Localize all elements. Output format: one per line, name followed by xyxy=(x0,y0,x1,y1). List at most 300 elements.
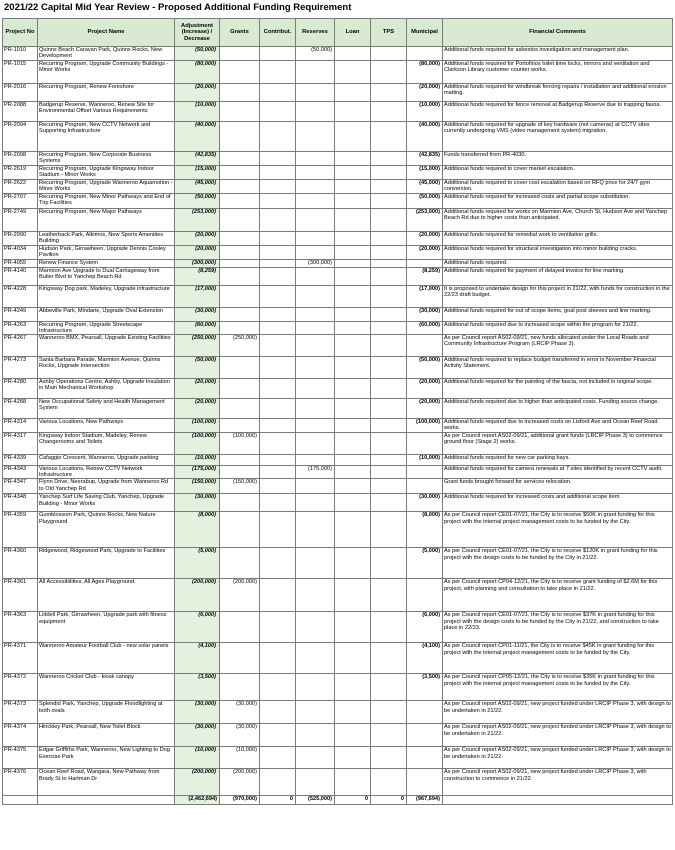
project-no-cell: PR-2990 xyxy=(3,231,38,245)
financial-comment-cell: Additional funds required to replace budget transferred in error in November Financial Activity Statement. xyxy=(443,357,673,379)
reserves-cell xyxy=(296,166,335,180)
loan-cell xyxy=(335,285,371,307)
project-no-cell: PR-2749 xyxy=(3,208,38,231)
adjustment-cell: (50,000) xyxy=(175,357,220,379)
grants-cell xyxy=(220,357,260,379)
adjustment-cell: (8,259) xyxy=(175,267,220,285)
municipal-cell: (8,259) xyxy=(407,267,443,285)
adjustment-cell: (15,000) xyxy=(175,166,220,180)
project-no-cell: PR-2707 xyxy=(3,193,38,208)
financial-comment-cell: As per Council report AS02-09/21, new project funded under LRCIP Phase 3, with design to be undertaken in 21/22. xyxy=(443,724,673,747)
municipal-cell xyxy=(407,259,443,267)
adjustment-cell: (60,000) xyxy=(175,321,220,335)
tps-cell xyxy=(371,747,407,769)
financial-comment-cell: As per Council report AS02-09/21, additional grant funds (LRCIP Phase 3) to commence ground floor (Stage 2) works. xyxy=(443,432,673,454)
funding-table xyxy=(2,18,673,805)
project-name-cell: Flynn Drive, Neerabup, Upgrade from Wanneroo Rd to Old Yanchep Rd xyxy=(38,479,175,494)
table-row xyxy=(3,245,673,259)
municipal-cell: (20,000) xyxy=(407,245,443,259)
municipal-cell: (10,000) xyxy=(407,102,443,122)
project-no-cell: PR-2088 xyxy=(3,102,38,122)
grants-cell xyxy=(220,245,260,259)
loan-cell xyxy=(335,769,371,796)
project-name-cell: Yanchep Surf Life Saving Club, Yanchep, Upgrade Building - Minor Works xyxy=(38,494,175,512)
reserves-cell xyxy=(296,307,335,321)
contributions-cell xyxy=(260,579,296,612)
loan-cell xyxy=(335,84,371,102)
project-name-cell: Gumblossom Park, Quinns Rocks, New Nature Playground xyxy=(38,512,175,548)
tps-cell xyxy=(371,122,407,152)
reserves-cell xyxy=(296,152,335,166)
tps-cell xyxy=(371,379,407,399)
tps-cell xyxy=(371,512,407,548)
project-no-cell: PR-4347 xyxy=(3,479,38,494)
financial-comment-cell: Additional funds required for new car parking bays. xyxy=(443,454,673,465)
tps-cell xyxy=(371,321,407,335)
tps-cell xyxy=(371,769,407,796)
table-row xyxy=(3,579,673,612)
tps-cell xyxy=(371,701,407,724)
tps-cell xyxy=(371,454,407,465)
header-adjustment: Adjustment (Increase) / Decrease xyxy=(175,19,220,47)
reserves-cell xyxy=(296,479,335,494)
financial-comment-cell: Additional funds required for payment of delayed invoice for line marking. xyxy=(443,267,673,285)
project-no-cell: PR-4034 xyxy=(3,245,38,259)
table-row xyxy=(3,84,673,102)
tps-cell xyxy=(371,47,407,61)
municipal-cell: (42,835) xyxy=(407,152,443,166)
table-row xyxy=(3,285,673,307)
header-reserves: Reserves xyxy=(296,19,335,47)
adjustment-cell: (150,000) xyxy=(175,479,220,494)
adjustment-cell: (17,000) xyxy=(175,285,220,307)
project-no-cell: PR-2094 xyxy=(3,122,38,152)
project-no-cell: PR-4317 xyxy=(3,432,38,454)
loan-cell xyxy=(335,166,371,180)
tps-cell xyxy=(371,267,407,285)
grants-cell: (250,000) xyxy=(220,335,260,357)
page-title: 2021/22 Capital Mid Year Review - Proposed Additional Funding Requirement xyxy=(4,2,352,13)
contributions-cell xyxy=(260,208,296,231)
adjustment-cell: (100,000) xyxy=(175,419,220,433)
financial-comment-cell: Additional funds required to cover cost escalation based on RFQ price for 24/7 gym conversion. xyxy=(443,179,673,193)
municipal-cell: (20,000) xyxy=(407,231,443,245)
contributions-cell xyxy=(260,612,296,643)
project-name-cell: Recurring Program, New Corporate Business Systems xyxy=(38,152,175,166)
reserves-cell xyxy=(296,335,335,357)
project-name-cell: Santa Barbara Parade, Marmion Avenue, Quinns Rocks, Upgrade Intersection xyxy=(38,357,175,379)
reserves-cell xyxy=(296,643,335,674)
municipal-cell: (10,000) xyxy=(407,454,443,465)
project-no-cell: PR-2619 xyxy=(3,166,38,180)
project-name-cell: New Occupational Safety and Health Management System xyxy=(38,399,175,419)
project-no-cell: PR-4314 xyxy=(3,419,38,433)
grants-cell xyxy=(220,643,260,674)
project-no-cell: PR-4280 xyxy=(3,379,38,399)
table-row xyxy=(3,612,673,643)
project-no-cell: PR-4376 xyxy=(3,769,38,796)
project-name-cell: Renew Finance System xyxy=(38,259,175,267)
tps-cell xyxy=(371,465,407,479)
loan-cell xyxy=(335,152,371,166)
table-row xyxy=(3,267,673,285)
project-no-cell: PR-4361 xyxy=(3,579,38,612)
table-row xyxy=(3,307,673,321)
project-no-cell: PR-4263 xyxy=(3,321,38,335)
table-row xyxy=(3,166,673,180)
header-comments: Financial Comments xyxy=(443,19,673,47)
reserves-cell xyxy=(296,179,335,193)
grants-cell xyxy=(220,399,260,419)
project-name-cell: Splendid Park, Yanchep, Upgrade Floodlighting at both ovals xyxy=(38,701,175,724)
financial-comment-cell: As per Council report AS02-09/21, new project funded under LRCIP Phase 3, with construction to commence in 21/22. xyxy=(443,769,673,796)
project-name-cell: Wanneroo Amateur Football Club - new solar panels xyxy=(38,643,175,674)
municipal-cell: (30,000) xyxy=(407,494,443,512)
reserves-cell xyxy=(296,701,335,724)
municipal-cell xyxy=(407,432,443,454)
project-name-cell: Recurring Program, Upgrade Community Buildings - Minor Works xyxy=(38,61,175,84)
project-name-cell: Recurring Program, New CCTV Network and Supporting Infrastructure xyxy=(38,122,175,152)
adjustment-cell: (20,000) xyxy=(175,245,220,259)
tps-cell xyxy=(371,84,407,102)
reserves-cell xyxy=(296,432,335,454)
municipal-cell: (20,000) xyxy=(407,84,443,102)
table-row xyxy=(3,179,673,193)
tps-cell xyxy=(371,399,407,419)
grants-cell xyxy=(220,179,260,193)
total-label-cell xyxy=(38,796,175,805)
total-label-cell xyxy=(3,796,38,805)
financial-comment-cell: Additional funds required for increased costs and additional scope item. xyxy=(443,494,673,512)
reserves-cell xyxy=(296,747,335,769)
loan-cell xyxy=(335,674,371,701)
project-no-cell: PR-4374 xyxy=(3,724,38,747)
adjustment-cell: (300,000) xyxy=(175,259,220,267)
grants-cell xyxy=(220,231,260,245)
tps-cell xyxy=(371,231,407,245)
project-no-cell: PR-4267 xyxy=(3,335,38,357)
grants-cell xyxy=(220,193,260,208)
reserves-cell: (50,000) xyxy=(296,47,335,61)
adjustment-cell: (30,000) xyxy=(175,494,220,512)
municipal-cell: (8,000) xyxy=(407,512,443,548)
project-name-cell: Kingsway Indoor Stadium, Madeley, Renew Changerooms and Toilets xyxy=(38,432,175,454)
financial-comment-cell: Additional funds required for Portofinos toilet time locks, mirrors and ventilation and Clarkson Library customer counter works. xyxy=(443,61,673,84)
project-no-cell: PR-4371 xyxy=(3,643,38,674)
tps-cell xyxy=(371,357,407,379)
grants-cell xyxy=(220,674,260,701)
loan-cell xyxy=(335,47,371,61)
grants-cell xyxy=(220,61,260,84)
grants-cell: (150,000) xyxy=(220,479,260,494)
municipal-cell: (5,000) xyxy=(407,548,443,579)
municipal-cell: (4,100) xyxy=(407,643,443,674)
grants-cell xyxy=(220,208,260,231)
reserves-cell xyxy=(296,245,335,259)
total-tps: 0 xyxy=(371,796,407,805)
project-name-cell: Hinckley Park, Pearsall, New Toilet Block xyxy=(38,724,175,747)
project-name-cell: Marmion Ave Upgrade to Dual Carriageway from Butler Blvd to Yanchep Beach Rd xyxy=(38,267,175,285)
contributions-cell xyxy=(260,102,296,122)
tps-cell xyxy=(371,208,407,231)
grants-cell xyxy=(220,512,260,548)
project-name-cell: Recurring Program, Renew Foreshore xyxy=(38,84,175,102)
reserves-cell xyxy=(296,494,335,512)
contributions-cell xyxy=(260,432,296,454)
project-name-cell: Ridgewood, Ridgewood Park, Upgrade to Facilities xyxy=(38,548,175,579)
contributions-cell xyxy=(260,419,296,433)
table-row xyxy=(3,152,673,166)
municipal-cell: (45,000) xyxy=(407,179,443,193)
adjustment-cell: (175,000) xyxy=(175,465,220,479)
municipal-cell: (50,000) xyxy=(407,357,443,379)
adjustment-cell: (42,835) xyxy=(175,152,220,166)
adjustment-cell: (50,000) xyxy=(175,193,220,208)
contributions-cell xyxy=(260,179,296,193)
adjustment-cell: (20,000) xyxy=(175,84,220,102)
loan-cell xyxy=(335,379,371,399)
grants-cell xyxy=(220,548,260,579)
municipal-cell xyxy=(407,335,443,357)
municipal-cell xyxy=(407,479,443,494)
reserves-cell xyxy=(296,321,335,335)
adjustment-cell: (30,000) xyxy=(175,701,220,724)
tps-cell xyxy=(371,419,407,433)
grants-cell xyxy=(220,612,260,643)
contributions-cell xyxy=(260,259,296,267)
loan-cell xyxy=(335,479,371,494)
total-municipal: (967,694) xyxy=(407,796,443,805)
reserves-cell xyxy=(296,231,335,245)
financial-comment-cell: Additional funds required to cover market escalation. xyxy=(443,166,673,180)
table-row xyxy=(3,231,673,245)
adjustment-cell: (253,000) xyxy=(175,208,220,231)
total-grants: (970,000) xyxy=(220,796,260,805)
project-name-cell: Recurring Program, New Major Pathways xyxy=(38,208,175,231)
reserves-cell xyxy=(296,379,335,399)
project-name-cell: Ashby Operations Centre, Ashby, Upgrade Insulation in Main Mechanical Workshop xyxy=(38,379,175,399)
tps-cell xyxy=(371,307,407,321)
contributions-cell xyxy=(260,285,296,307)
project-name-cell: Wanneroo Cricket Club - kiosk canopy xyxy=(38,674,175,701)
table-row xyxy=(3,399,673,419)
adjustment-cell: (10,000) xyxy=(175,454,220,465)
reserves-cell xyxy=(296,267,335,285)
adjustment-cell: (30,000) xyxy=(175,307,220,321)
project-no-cell: PR-4372 xyxy=(3,674,38,701)
loan-cell xyxy=(335,454,371,465)
header-grants: Grants xyxy=(220,19,260,47)
tps-cell xyxy=(371,285,407,307)
tps-cell xyxy=(371,612,407,643)
contributions-cell xyxy=(260,166,296,180)
tps-cell xyxy=(371,548,407,579)
municipal-cell: (30,000) xyxy=(407,307,443,321)
project-no-cell: PR-1010 xyxy=(3,47,38,61)
project-name-cell: Recurring Program, Upgrade Kingsway Indoor Stadium - Minor Works xyxy=(38,166,175,180)
contributions-cell xyxy=(260,465,296,479)
financial-comment-cell: As per Council report CP05-12/21, the City is to receive $35K in grant funding for this project with the internal project management costs to be funded by the City. xyxy=(443,674,673,701)
grants-cell xyxy=(220,152,260,166)
financial-comment-cell: Additional funds required for upgrade of key hardware (not cameras) at CCTV sites currently undergoing VMS (video management system) migration. xyxy=(443,122,673,152)
loan-cell xyxy=(335,321,371,335)
grants-cell xyxy=(220,84,260,102)
contributions-cell xyxy=(260,724,296,747)
tps-cell xyxy=(371,335,407,357)
grants-cell xyxy=(220,259,260,267)
reserves-cell xyxy=(296,193,335,208)
grants-cell xyxy=(220,454,260,465)
table-row xyxy=(3,432,673,454)
project-name-cell: Recurring Program, Upgrade Streetscape Infrastructure xyxy=(38,321,175,335)
financial-comment-cell: Funds transferred from PR-4030. xyxy=(443,152,673,166)
grants-cell: (10,000) xyxy=(220,747,260,769)
table-row xyxy=(3,701,673,724)
loan-cell xyxy=(335,612,371,643)
project-name-cell: Liddell Park, Girrawheen, Upgrade park with fitness equipment xyxy=(38,612,175,643)
adjustment-cell: (3,500) xyxy=(175,674,220,701)
total-comment-cell xyxy=(443,796,673,805)
adjustment-cell: (250,000) xyxy=(175,335,220,357)
tps-cell xyxy=(371,479,407,494)
loan-cell xyxy=(335,307,371,321)
contributions-cell xyxy=(260,61,296,84)
table-row xyxy=(3,61,673,84)
adjustment-cell: (80,000) xyxy=(175,61,220,84)
financial-comment-cell: Additional funds required for remedial work to ventilation grills. xyxy=(443,231,673,245)
table-row xyxy=(3,47,673,61)
project-no-cell: PR-4055 xyxy=(3,259,38,267)
adjustment-cell: (6,000) xyxy=(175,612,220,643)
contributions-cell xyxy=(260,307,296,321)
header-municipal: Municipal xyxy=(407,19,443,47)
adjustment-cell: (5,000) xyxy=(175,548,220,579)
financial-comment-cell: As per Council report AS02-09/21, new project funded under LRCIP Phase 3, with design to be undertaken in 21/22. xyxy=(443,701,673,724)
project-no-cell: PR-4228 xyxy=(3,285,38,307)
loan-cell xyxy=(335,193,371,208)
table-row xyxy=(3,379,673,399)
project-no-cell: PR-4343 xyxy=(3,465,38,479)
reserves-cell xyxy=(296,454,335,465)
tps-cell xyxy=(371,102,407,122)
grants-cell: (200,000) xyxy=(220,769,260,796)
loan-cell xyxy=(335,747,371,769)
table-row xyxy=(3,643,673,674)
municipal-cell: (50,000) xyxy=(407,193,443,208)
loan-cell xyxy=(335,419,371,433)
loan-cell xyxy=(335,122,371,152)
contributions-cell xyxy=(260,548,296,579)
project-name-cell: Various Locations, Renew CCTV Network Infrastructure xyxy=(38,465,175,479)
grants-cell xyxy=(220,321,260,335)
reserves-cell xyxy=(296,512,335,548)
loan-cell xyxy=(335,643,371,674)
loan-cell xyxy=(335,465,371,479)
project-name-cell: Recurring Program, Upgrade Wanneroo Aquamotion - Minor Works xyxy=(39,179,173,192)
grants-cell: (30,000) xyxy=(220,724,260,747)
table-row xyxy=(3,454,673,465)
financial-comment-cell: Additional funds required for works on Marmion Ave, Church St, Hudson Ave and Yanchep Beach Rd due to higher costs than anticipated. xyxy=(443,208,673,231)
loan-cell xyxy=(335,724,371,747)
municipal-cell: (17,000) xyxy=(407,285,443,307)
reserves-cell xyxy=(296,419,335,433)
grants-cell: (200,000) xyxy=(220,579,260,612)
contributions-cell xyxy=(260,152,296,166)
financial-comment-cell: Additional funds required for out of scope items, goal post sleeves and line marking. xyxy=(443,307,673,321)
loan-cell xyxy=(335,335,371,357)
tps-cell xyxy=(371,245,407,259)
loan-cell xyxy=(335,208,371,231)
reserves-cell xyxy=(296,84,335,102)
table-row xyxy=(3,674,673,701)
municipal-cell: (80,000) xyxy=(407,61,443,84)
adjustment-cell: (10,000) xyxy=(175,747,220,769)
financial-comment-cell: Additional funds required for windbreak fencing repairs / installation and additional erosion matting. xyxy=(443,84,673,102)
municipal-cell: (15,000) xyxy=(407,166,443,180)
table-row xyxy=(3,769,673,796)
financial-comment-cell: Additional funds required for the painting of the fascia, not included in original scope. xyxy=(443,379,673,399)
financial-comment-cell: It is proposed to undertake design for this project in 21/22, with funds for construction in the 22/23 draft budget. xyxy=(443,285,673,307)
adjustment-cell: (50,000) xyxy=(175,47,220,61)
project-no-cell: PR-2016 xyxy=(3,84,38,102)
table-row xyxy=(3,747,673,769)
municipal-cell: (6,000) xyxy=(407,612,443,643)
reserves-cell xyxy=(296,102,335,122)
contributions-cell xyxy=(260,512,296,548)
contributions-cell xyxy=(260,494,296,512)
grants-cell: (100,000) xyxy=(220,432,260,454)
loan-cell xyxy=(335,245,371,259)
reserves-cell xyxy=(296,612,335,643)
project-no-cell: PR-4359 xyxy=(3,512,38,548)
project-name-cell: Hudson Park, Girrawheen, Upgrade Dennis Cooley Pavilion xyxy=(38,245,175,259)
financial-comment-cell: Additional funds required due to increased scope within the program for 21/22. xyxy=(443,321,673,335)
totals-row xyxy=(3,796,673,805)
project-name-cell: Quinns Beach Caravan Park, Quinns Rocks, New Development xyxy=(38,47,175,61)
project-no-cell: PR-4339 xyxy=(3,454,38,465)
loan-cell xyxy=(335,357,371,379)
table-row xyxy=(3,321,673,335)
municipal-cell: (20,000) xyxy=(407,399,443,419)
municipal-cell: (60,000) xyxy=(407,321,443,335)
municipal-cell: (3,500) xyxy=(407,674,443,701)
contributions-cell xyxy=(260,122,296,152)
contributions-cell xyxy=(260,84,296,102)
contributions-cell xyxy=(260,321,296,335)
reserves-cell: (175,000) xyxy=(296,465,335,479)
loan-cell xyxy=(335,102,371,122)
tps-cell xyxy=(371,432,407,454)
tps-cell xyxy=(371,193,407,208)
header-row xyxy=(3,19,673,47)
financial-comment-cell: Additional funds required for structural investigation into minor building cracks. xyxy=(443,245,673,259)
reserves-cell: (300,000) xyxy=(296,259,335,267)
municipal-cell xyxy=(407,724,443,747)
header-tps: TPS xyxy=(371,19,407,47)
grants-cell xyxy=(220,465,260,479)
project-no-cell: PR-2098 xyxy=(3,152,38,166)
total-loan: 0 xyxy=(335,796,371,805)
reserves-cell xyxy=(296,769,335,796)
contributions-cell xyxy=(260,379,296,399)
adjustment-cell: (20,000) xyxy=(175,231,220,245)
tps-cell xyxy=(371,643,407,674)
adjustment-cell: (200,000) xyxy=(175,579,220,612)
contributions-cell xyxy=(260,193,296,208)
reserves-cell xyxy=(296,674,335,701)
grants-cell xyxy=(220,379,260,399)
financial-comment-cell: As per Council report CP01-11/21, the City is to receive $45K in grant funding for this project with the internal project management costs to be funded by the City. xyxy=(443,643,673,674)
